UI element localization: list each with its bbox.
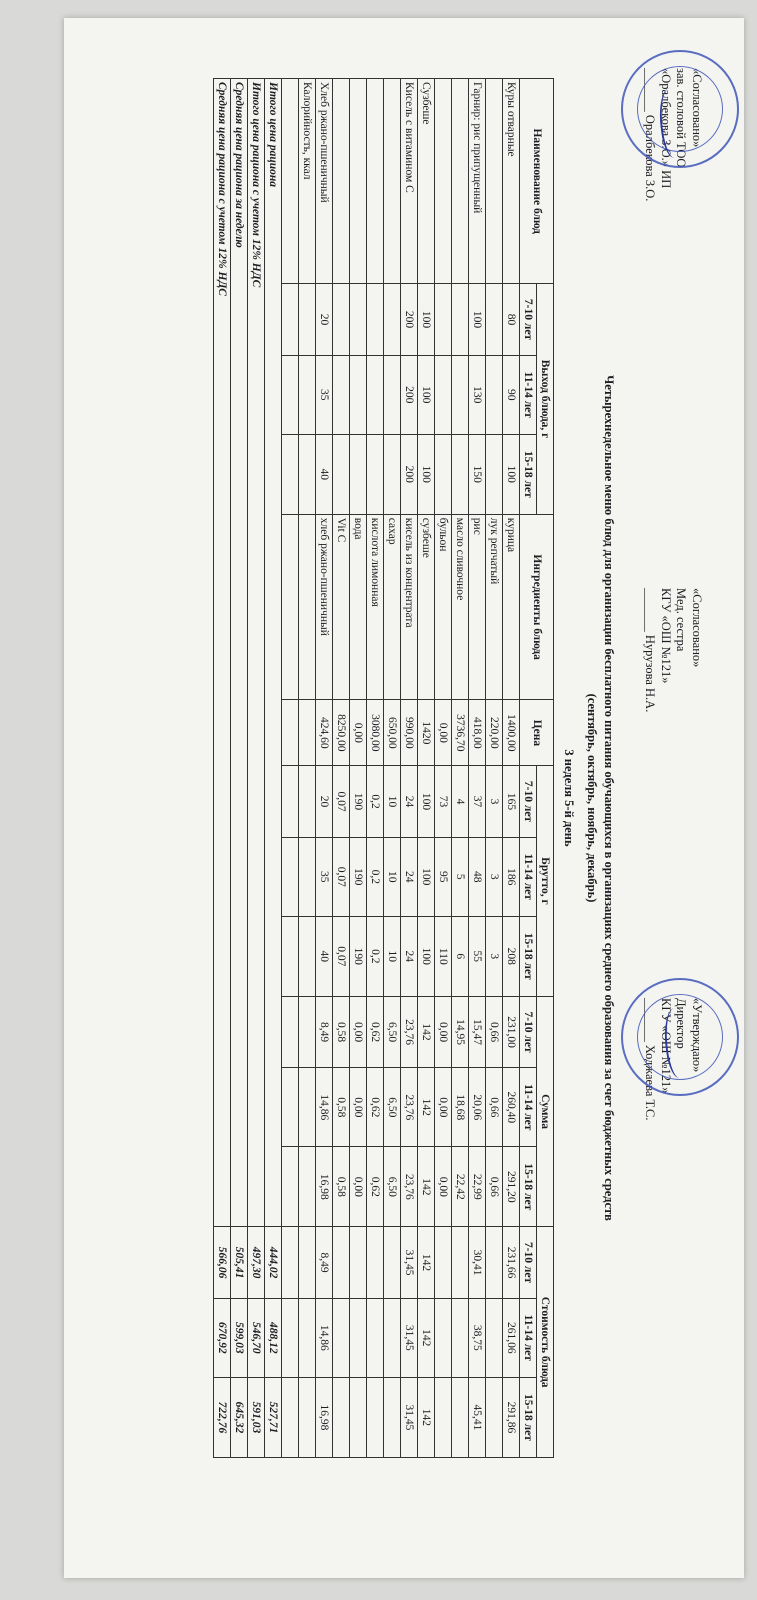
gross-cell: 4 <box>452 766 469 837</box>
sum-cell: 18,68 <box>452 1068 469 1147</box>
cost-cell <box>452 1377 469 1457</box>
cost-cell: 142 <box>418 1227 435 1298</box>
cost-cell <box>367 1377 384 1457</box>
output-cell <box>384 284 401 355</box>
output-cell: 150 <box>469 434 486 514</box>
dish-name-cell <box>350 79 367 284</box>
cost-cell: 45,41 <box>469 1377 486 1457</box>
sum-cell: 0,00 <box>435 1068 452 1147</box>
ingredient-cell: сузбеше <box>418 514 435 700</box>
spacer-row <box>282 79 299 1458</box>
cost-cell <box>435 1377 452 1457</box>
gross-cell: 3 <box>486 766 503 837</box>
cost-cell <box>384 1377 401 1457</box>
age-header: 15-18 лет <box>520 434 537 514</box>
sum-cell: 142 <box>418 996 435 1067</box>
sum-cell: 0,58 <box>333 996 350 1067</box>
cost-cell <box>367 1298 384 1377</box>
total-value: 645,32 <box>231 1377 248 1457</box>
output-cell <box>486 284 503 355</box>
output-header: Выход блюда, г <box>537 284 554 515</box>
gross-cell: 55 <box>469 916 486 996</box>
gross-cell: 110 <box>435 916 452 996</box>
gross-cell: 5 <box>452 837 469 916</box>
price-cell: 1400,00 <box>503 700 520 766</box>
gross-cell: 24 <box>401 837 418 916</box>
output-cell <box>435 355 452 434</box>
sum-cell: 6,50 <box>384 996 401 1067</box>
menu-table <box>213 78 554 1458</box>
dish-name-cell: Хлеб ржано-пшеничный <box>316 79 333 284</box>
dish-name-cell: Сузбеше <box>418 79 435 284</box>
table-row <box>452 79 469 1458</box>
ingredient-cell: вода <box>350 514 367 700</box>
right-approval-line3: «Оралбекова З.О.» ИП <box>659 68 673 189</box>
approved-line2: Директор <box>674 998 689 1049</box>
total-value: 546,70 <box>248 1298 265 1377</box>
price-cell: 990,00 <box>401 700 418 766</box>
gross-header: Брутто, г <box>537 766 554 997</box>
sum-cell <box>299 996 316 1067</box>
sum-cell: 14,95 <box>452 996 469 1067</box>
sum-cell: 0,00 <box>350 996 367 1067</box>
age-header: 15-18 лет <box>520 916 537 996</box>
price-cell: 3080,00 <box>367 700 384 766</box>
cost-cell <box>350 1298 367 1377</box>
gross-cell: 95 <box>435 837 452 916</box>
cost-cell: 38,75 <box>469 1298 486 1377</box>
empty-cell <box>282 434 299 514</box>
sum-header: Сумма <box>537 996 554 1227</box>
dish-name-cell <box>486 79 503 284</box>
price-cell: 3736,70 <box>452 700 469 766</box>
empty-cell <box>282 700 299 766</box>
dish-name-cell: Калорийность, ккал <box>299 79 316 284</box>
cost-cell: 8,49 <box>316 1227 333 1298</box>
ingredient-cell <box>299 514 316 700</box>
cost-cell <box>333 1298 350 1377</box>
output-cell <box>350 355 367 434</box>
total-row <box>214 79 231 1458</box>
total-value: 670,92 <box>214 1298 231 1377</box>
total-label: Итого цена рациона с учетом 12% НДС <box>248 79 265 1227</box>
output-cell: 20 <box>316 284 333 355</box>
price-header: Цена <box>520 700 554 766</box>
sum-cell <box>299 1147 316 1227</box>
total-row <box>265 79 282 1458</box>
dish-name-cell <box>435 79 452 284</box>
output-cell <box>384 434 401 514</box>
empty-cell <box>282 837 299 916</box>
gross-cell: 40 <box>316 916 333 996</box>
empty-cell <box>282 355 299 434</box>
sum-cell: 0,58 <box>333 1068 350 1147</box>
empty-cell <box>282 996 299 1067</box>
gross-cell: 165 <box>503 766 520 837</box>
age-header: 11-14 лет <box>520 1068 537 1147</box>
output-cell <box>486 355 503 434</box>
dish-name-cell: Куры отварные <box>503 79 520 284</box>
gross-cell: 100 <box>418 837 435 916</box>
header-row-2 <box>520 79 537 1458</box>
ingredients-header: Ингредиенты блюда <box>520 514 554 700</box>
sum-cell: 20,06 <box>469 1068 486 1147</box>
sum-cell: 0,66 <box>486 1068 503 1147</box>
ingredient-cell: масло сливочное <box>452 514 469 700</box>
total-value: 444,02 <box>265 1227 282 1298</box>
output-cell <box>333 284 350 355</box>
gross-cell: 190 <box>350 837 367 916</box>
output-cell <box>452 284 469 355</box>
gross-cell: 6 <box>452 916 469 996</box>
left-approval-line3: КГУ «ОШ №121» <box>659 588 673 684</box>
approved-line3: КГУ «ОШ №121» <box>659 998 673 1094</box>
cost-header: Стоимость блюда <box>537 1227 554 1458</box>
left-approval-line2: Мед. сестра <box>674 588 689 652</box>
gross-cell: 3 <box>486 837 503 916</box>
table-row <box>299 79 316 1458</box>
left-approval-line1: «Согласовано» <box>690 588 704 668</box>
gross-cell: 190 <box>350 766 367 837</box>
sum-cell: 14,86 <box>316 1068 333 1147</box>
header-row-1 <box>537 79 554 1458</box>
table-row <box>316 79 333 1458</box>
sum-cell: 0,00 <box>435 996 452 1067</box>
sum-cell: 23,76 <box>401 996 418 1067</box>
total-value: 599,03 <box>231 1298 248 1377</box>
sum-cell: 6,50 <box>384 1147 401 1227</box>
gross-cell: 24 <box>401 766 418 837</box>
week-day-label: 3 неделя 5-й день <box>562 749 576 847</box>
price-cell: 1420 <box>418 700 435 766</box>
output-cell <box>452 355 469 434</box>
age-header: 7-10 лет <box>520 1227 537 1298</box>
output-cell <box>350 434 367 514</box>
gross-cell: 0,2 <box>367 766 384 837</box>
gross-cell: 100 <box>418 916 435 996</box>
right-approval-line2: зав. столовой ТОО <box>674 68 689 168</box>
cost-cell <box>350 1377 367 1457</box>
cost-cell: 261,06 <box>503 1298 520 1377</box>
gross-cell <box>299 766 316 837</box>
cost-cell: 30,41 <box>469 1227 486 1298</box>
price-cell: 0,00 <box>350 700 367 766</box>
sum-cell: 0,62 <box>367 1147 384 1227</box>
output-cell: 40 <box>316 434 333 514</box>
menu-subtitle: (сентябрь, октябрь, ноябрь, декабрь) <box>585 693 599 903</box>
output-cell <box>367 355 384 434</box>
empty-cell <box>282 79 299 284</box>
total-label: Итого цена рациона <box>265 79 282 1227</box>
right-approval-line1: «Согласовано» <box>690 68 704 148</box>
age-header: 7-10 лет <box>520 766 537 837</box>
output-cell: 35 <box>316 355 333 434</box>
gross-cell: 37 <box>469 766 486 837</box>
sum-cell: 0,62 <box>367 1068 384 1147</box>
ingredient-cell: сахар <box>384 514 401 700</box>
output-cell <box>435 434 452 514</box>
cost-cell <box>384 1298 401 1377</box>
ingredient-cell: кислота лимонная <box>367 514 384 700</box>
gross-cell: 0,2 <box>367 837 384 916</box>
menu-title: Четырехнедельное меню блюд для организации бесплатного питания обучающихся в организациях среднего образования за счет бюджетных средств <box>602 375 616 1221</box>
gross-cell: 0,2 <box>367 916 384 996</box>
left-approval-block <box>642 588 704 712</box>
output-cell <box>350 284 367 355</box>
output-cell: 130 <box>469 355 486 434</box>
output-cell: 200 <box>401 434 418 514</box>
age-header: 7-10 лет <box>520 284 537 355</box>
dish-name-cell <box>333 79 350 284</box>
output-cell <box>367 434 384 514</box>
output-cell <box>452 434 469 514</box>
gross-cell: 10 <box>384 766 401 837</box>
cost-cell: 31,45 <box>401 1377 418 1457</box>
ingredient-cell: бульон <box>435 514 452 700</box>
dish-name-cell <box>384 79 401 284</box>
price-cell <box>299 700 316 766</box>
cost-cell <box>486 1227 503 1298</box>
sum-cell: 0,62 <box>367 996 384 1067</box>
cost-cell: 231,66 <box>503 1227 520 1298</box>
output-cell: 200 <box>401 284 418 355</box>
sum-cell: 8,49 <box>316 996 333 1067</box>
cost-cell: 142 <box>418 1298 435 1377</box>
ingredient-cell: курица <box>503 514 520 700</box>
gross-cell: 73 <box>435 766 452 837</box>
table-row <box>469 79 486 1458</box>
approved-line4: _______ Ходжаева Т.С. <box>643 998 658 1121</box>
cost-cell <box>299 1227 316 1298</box>
age-header: 11-14 лет <box>520 837 537 916</box>
total-label: Средняя цена рациона с учетом 12% НДС <box>214 79 231 1227</box>
sum-cell: 6,50 <box>384 1068 401 1147</box>
price-cell: 650,00 <box>384 700 401 766</box>
age-header: 15-18 лет <box>520 1377 537 1457</box>
table-row <box>435 79 452 1458</box>
output-cell: 200 <box>401 355 418 434</box>
output-cell: 90 <box>503 355 520 434</box>
empty-cell <box>282 284 299 355</box>
cost-cell: 31,45 <box>401 1227 418 1298</box>
sum-cell: 0,66 <box>486 996 503 1067</box>
empty-cell <box>282 514 299 700</box>
sum-cell: 231,00 <box>503 996 520 1067</box>
cost-cell: 16,98 <box>316 1377 333 1457</box>
table-row <box>486 79 503 1458</box>
empty-cell <box>282 766 299 837</box>
gross-cell: 186 <box>503 837 520 916</box>
table-row <box>418 79 435 1458</box>
sum-cell: 260,40 <box>503 1068 520 1147</box>
sum-cell: 142 <box>418 1147 435 1227</box>
gross-cell: 48 <box>469 837 486 916</box>
gross-cell <box>299 837 316 916</box>
gross-cell: 10 <box>384 837 401 916</box>
gross-cell: 100 <box>418 766 435 837</box>
total-label: Средняя цена рациона за неделю <box>231 79 248 1227</box>
cost-cell <box>486 1298 503 1377</box>
left-approval-line4: _______ Нурузова Н.А. <box>643 588 658 713</box>
price-cell: 8250,00 <box>333 700 350 766</box>
age-header: 15-18 лет <box>520 1147 537 1227</box>
price-cell: 424,60 <box>316 700 333 766</box>
price-cell: 0,00 <box>435 700 452 766</box>
cost-cell <box>299 1298 316 1377</box>
total-value: 505,41 <box>231 1227 248 1298</box>
cost-cell <box>333 1227 350 1298</box>
sum-cell: 0,00 <box>350 1068 367 1147</box>
gross-cell: 20 <box>316 766 333 837</box>
cost-cell <box>435 1227 452 1298</box>
output-cell <box>299 355 316 434</box>
total-value: 722,76 <box>214 1377 231 1457</box>
output-cell <box>299 284 316 355</box>
table-row <box>503 79 520 1458</box>
output-cell: 80 <box>503 284 520 355</box>
output-cell <box>384 355 401 434</box>
age-header: 11-14 лет <box>520 355 537 434</box>
right-approval-line4: _______ Оралбекова З.О. <box>643 68 658 202</box>
sum-cell: 0,58 <box>333 1147 350 1227</box>
output-cell: 100 <box>418 355 435 434</box>
gross-cell: 0,07 <box>333 766 350 837</box>
sum-cell: 291,20 <box>503 1147 520 1227</box>
output-cell <box>435 284 452 355</box>
dish-name-cell: Кисель с витамином С <box>401 79 418 284</box>
empty-cell <box>282 1147 299 1227</box>
rotated-page <box>64 18 744 1578</box>
dish-name-cell <box>452 79 469 284</box>
table-row <box>367 79 384 1458</box>
gross-cell: 3 <box>486 916 503 996</box>
dish-name-cell <box>367 79 384 284</box>
cost-cell: 142 <box>418 1377 435 1457</box>
sum-cell: 23,76 <box>401 1147 418 1227</box>
cost-cell: 14,86 <box>316 1298 333 1377</box>
gross-cell: 208 <box>503 916 520 996</box>
empty-cell <box>282 1377 299 1457</box>
empty-cell <box>282 1068 299 1147</box>
cost-cell: 291,86 <box>503 1377 520 1457</box>
cost-cell: 31,45 <box>401 1298 418 1377</box>
cost-cell <box>350 1227 367 1298</box>
table-row <box>333 79 350 1458</box>
approved-line1: «Утверждаю» <box>690 998 704 1073</box>
sum-cell: 22,42 <box>452 1147 469 1227</box>
cost-cell <box>384 1227 401 1298</box>
dish-name-header: Наименование блюд <box>520 79 554 284</box>
total-value: 497,30 <box>248 1227 265 1298</box>
sum-cell: 0,00 <box>435 1147 452 1227</box>
total-value: 488,12 <box>265 1298 282 1377</box>
gross-cell: 24 <box>401 916 418 996</box>
total-value: 566,06 <box>214 1227 231 1298</box>
cost-cell <box>299 1377 316 1457</box>
sum-cell: 22,99 <box>469 1147 486 1227</box>
ingredient-cell: кисель из концентрата <box>401 514 418 700</box>
gross-cell: 190 <box>350 916 367 996</box>
cost-cell <box>333 1377 350 1457</box>
total-row <box>248 79 265 1458</box>
gross-cell <box>299 916 316 996</box>
table-row <box>384 79 401 1458</box>
age-header: 11-14 лет <box>520 1298 537 1377</box>
output-cell: 100 <box>469 284 486 355</box>
table-row <box>350 79 367 1458</box>
sum-cell: 23,76 <box>401 1068 418 1147</box>
ingredient-cell: хлеб ржано-пшеничный <box>316 514 333 700</box>
gross-cell: 0,07 <box>333 916 350 996</box>
empty-cell <box>282 916 299 996</box>
table-row <box>401 79 418 1458</box>
gross-cell: 10 <box>384 916 401 996</box>
gross-cell: 0,07 <box>333 837 350 916</box>
ingredient-cell: лук репчатый <box>486 514 503 700</box>
document-sheet <box>64 18 744 1578</box>
output-cell: 100 <box>418 434 435 514</box>
empty-cell <box>282 1227 299 1298</box>
gross-cell: 35 <box>316 837 333 916</box>
output-cell <box>333 434 350 514</box>
total-value: 527,71 <box>265 1377 282 1457</box>
sum-cell: 15,47 <box>469 996 486 1067</box>
age-header: 7-10 лет <box>520 996 537 1067</box>
dish-name-cell: Гарнир: рис припущенный <box>469 79 486 284</box>
sum-cell: 0,00 <box>350 1147 367 1227</box>
ingredient-cell: Vit C <box>333 514 350 700</box>
cost-cell <box>486 1377 503 1457</box>
output-cell: 100 <box>418 284 435 355</box>
sum-cell: 16,98 <box>316 1147 333 1227</box>
output-cell <box>299 434 316 514</box>
sum-cell: 142 <box>418 1068 435 1147</box>
empty-cell <box>282 1298 299 1377</box>
price-cell: 418,00 <box>469 700 486 766</box>
output-cell <box>367 284 384 355</box>
total-row <box>231 79 248 1458</box>
cost-cell <box>452 1227 469 1298</box>
cost-cell <box>435 1298 452 1377</box>
sum-cell: 0,66 <box>486 1147 503 1227</box>
price-cell: 220,00 <box>486 700 503 766</box>
total-value: 591,03 <box>248 1377 265 1457</box>
output-cell <box>333 355 350 434</box>
ingredient-cell: рис <box>469 514 486 700</box>
cost-cell <box>367 1227 384 1298</box>
sum-cell <box>299 1068 316 1147</box>
output-cell: 100 <box>503 434 520 514</box>
cost-cell <box>452 1298 469 1377</box>
output-cell <box>486 434 503 514</box>
